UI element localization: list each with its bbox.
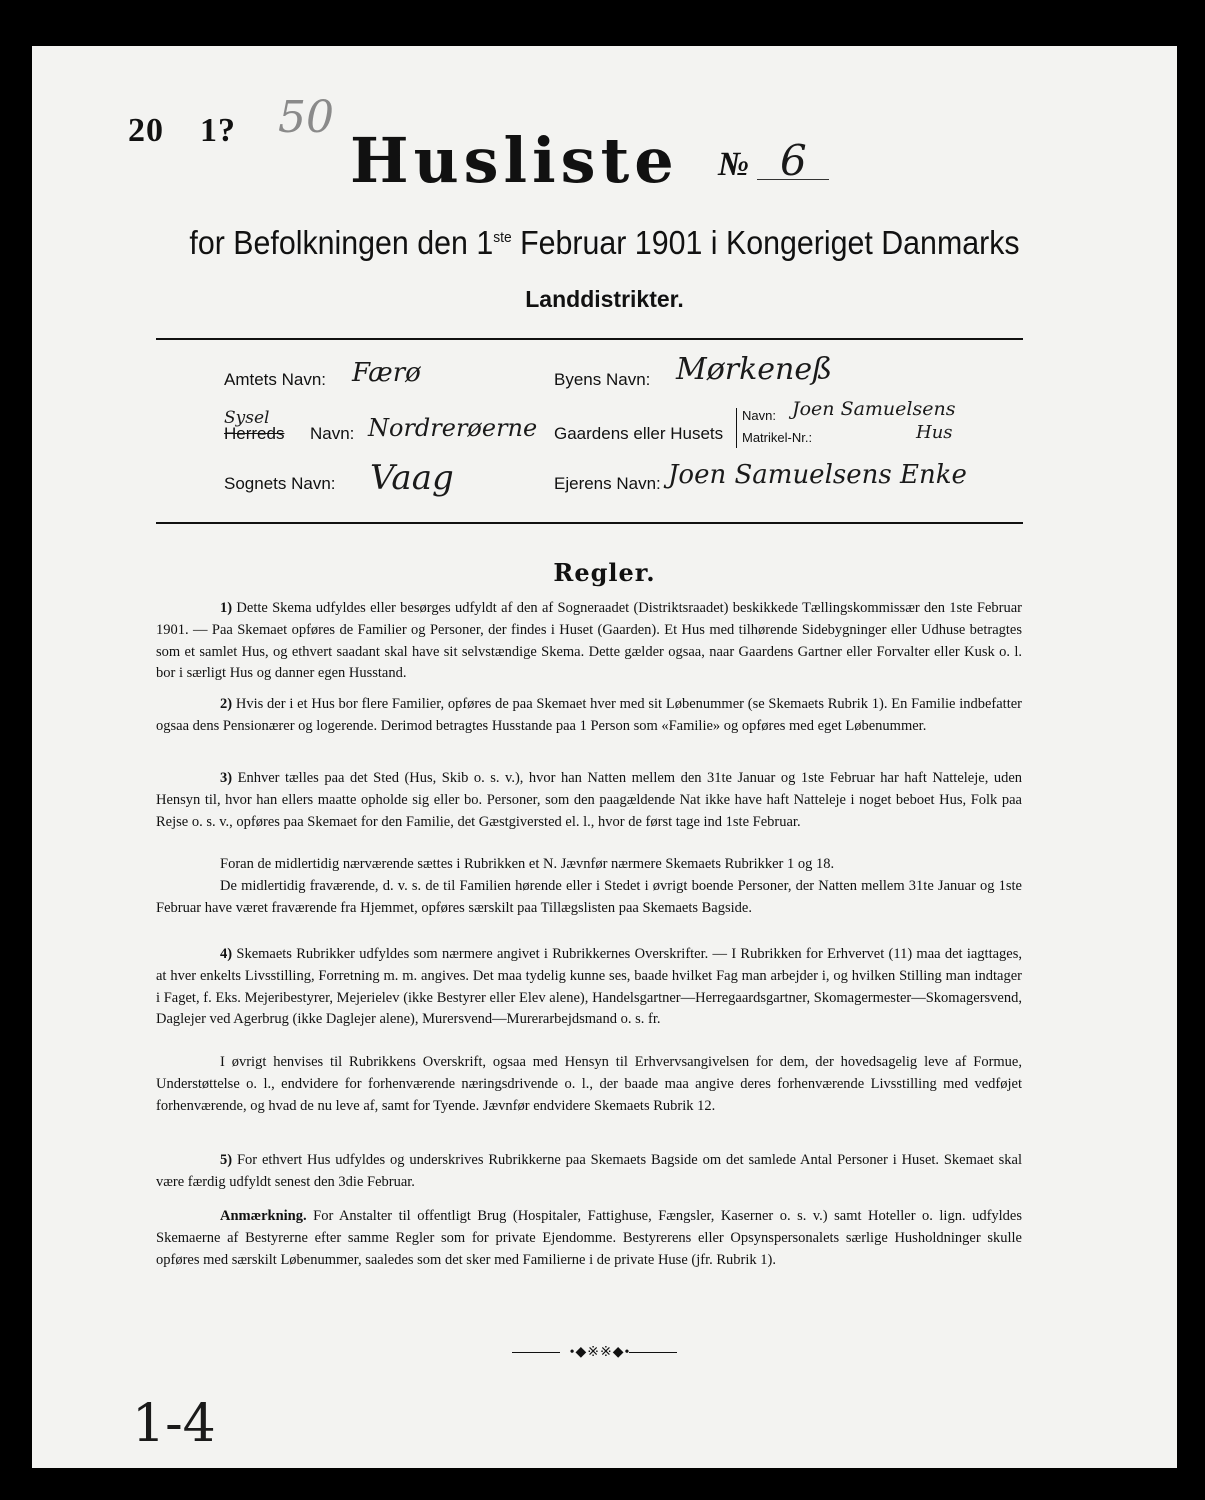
ornament: •◆※※◆• [569,1345,631,1360]
footer-handwritten: 1-4 [132,1394,216,1454]
rule-5: 5) For ethvert Hus udfyldes og underskrives Rubrikkerne paa Skemaets Bagside om det samlede Antal Personer i Huset. Skemaet skal være færdig udfyldt senest den 3die Februar. [156,1152,1023,1190]
herred-handwritten: Sysel [224,408,270,428]
rule-4b: I øvrigt henvises til Rubrikkens Overskrift, ogsaa med Hensyn til Erhvervsangivelsen for dem, der hovedsagelig leve af Formue, Understøttelse o. l., endvidere for forhenværende næringsdrivende o. l., der baade maa angive deres forhenværende Livsstilling med vedføjet forhenværende, og hvad de nu leve af, samt for Tyende. Jævnfør endvidere Skemaets Rubrik 12. [156,1054,1022,1114]
note: Anmærkning. For Anstalter til offentligt Brug (Hospitaler, Fattighuse, Fængsler, Kaserner o. s. v.) samt Hoteller o. lign. udfyldes Skemaerne af Bestyrerne efter samme Regler som for private Ejendomme. Bestyrerens eller Opsynspersonalets særlige Husholdninger skulle opføres med særskilt Løbenummer, saaledes som det sker med Familierne i de private Huse (jfr. Rubrik 1). [156,1208,1023,1268]
rules-heading: Regler. [553,558,656,587]
amt-label: Amtets Navn: [224,370,327,389]
census-form-page [32,46,1177,1468]
ornament-line-right [629,1352,677,1353]
rule-1: 1) Dette Skema udfyldes eller besørges udfyldt af den af Sogneraadet (Distriktsraadet) beskikkede Tællingskommissær den 1ste Februar 1901. — Paa Skemaet opføres de Familier og Personer, der findes i Huset (Gaarden). Et Hus med tilhørende Sidebygninger eller Udhuse betragtes som et samlet Hus, og ethvert saadant skal have sit selvstændige Skema. Dette gælder ogsaa, naar Gaardens Gartner eller Forvalter eller Kusk o. l. bor i særligt Hus og danner egen Husstand. [156,600,1022,682]
subtitle: for Befolkningen den 1ste Februar 1901 i Kongeriget Danmarks [189,224,1020,261]
herred-label: Herreds [224,424,285,443]
ejer-value: Joen Samuelsens Enke [668,460,967,490]
herred-value: Nordrerøerne [368,414,538,442]
by-label: Byens Navn: [554,370,651,389]
sogn-label: Sognets Navn: [224,474,336,493]
rule-4: 4) Skemaets Rubrikker udfyldes som nærmere angivet i Rubrikkernes Overskrifter. — I Rubrikken for Erhvervet (11) maa det iagttages, at hver enkelts Livsstilling, Forretning m. m. angives. Det maa tydelig kunne ses, baade hvilket Fag man arbejder i, og hvilken Stilling man indtager i Faget, f. Eks. Mejeribestyrer, Mejerielev (ikke Bestyrer eller Elev alene), Handelsgartner—Herregaardsgartner, Skomagermester—Skomagersvend, Daglejer ved Agerbrug (ikke Daglejer alene), Murersvend—Murerarbejdsmand o. s. fr. [156,946,1022,1028]
herred-suffix: Navn: [310,424,355,443]
bottom-rule [156,522,1023,524]
sogn-value: Vaag [370,458,454,498]
amt-value: Færø [352,358,421,388]
ejer-label: Ejerens Navn: [554,474,661,493]
gaard-label: Gaardens eller Husets [554,424,724,443]
number-label: № [718,146,750,183]
rule-3c: De midlertidig fraværende, d. v. s. de til Familien hørende eller i Stedet i øvrigt boende Personer, der Natten mellem 31te Januar og 1ste Februar have været fraværende fra Hjemmet, opføres særskilt paa Tillægslisten paa Skemaets Bagside. [156,878,1022,916]
corner-mark: 1? [200,112,236,149]
rule-3b: Foran de midlertidig nærværende sættes i Rubrikken et N. Jævnfør nærmere Skemaets Rubrikker 1 og 18. [220,856,835,872]
gaard-bracket [736,408,737,448]
pencil-number: 50 [278,92,334,143]
number-value: 6 [780,136,807,185]
district-heading: Landdistrikter. [525,286,684,312]
gaard-matr-value: Hus [916,422,953,443]
gaard-navn-label: Navn: [742,408,776,423]
by-value: Mørkeneß [676,352,833,387]
rule-3: 3) Enhver tælles paa det Sted (Hus, Skib o. s. v.), hvor han Natten mellem den 31te Januar og 1ste Februar har haft Natteleje, uden Hensyn til, hvor han ellers maatte opholde sig eller bo. Personer, som den paagældende Nat ikke have haft Natteleje i noget beboet Hus, Folk paa Rejse o. s. v., opføres paa Skemaet for den Familie, det Gæstgiversted el. l., hvor de først tage ind 1ste Februar. [156,770,1023,830]
page-title: Husliste [350,124,679,197]
top-rule [156,338,1023,340]
corner-number: 20 [128,112,164,149]
gaard-matr-label: Matrikel-Nr.: [742,430,813,445]
rule-2: 2) Hvis der i et Hus bor flere Familier, opføres de paa Skemaet hver med sit Løbenummer (se Skemaets Rubrik 1). En Familie indbefatter ogsaa dens Pensionærer og logerende. Derimod betragtes Husstande paa 1 Person som «Familie» og opføres med eget Løbenummer. [156,696,1023,734]
gaard-navn-value: Joen Samuelsens [792,398,956,420]
